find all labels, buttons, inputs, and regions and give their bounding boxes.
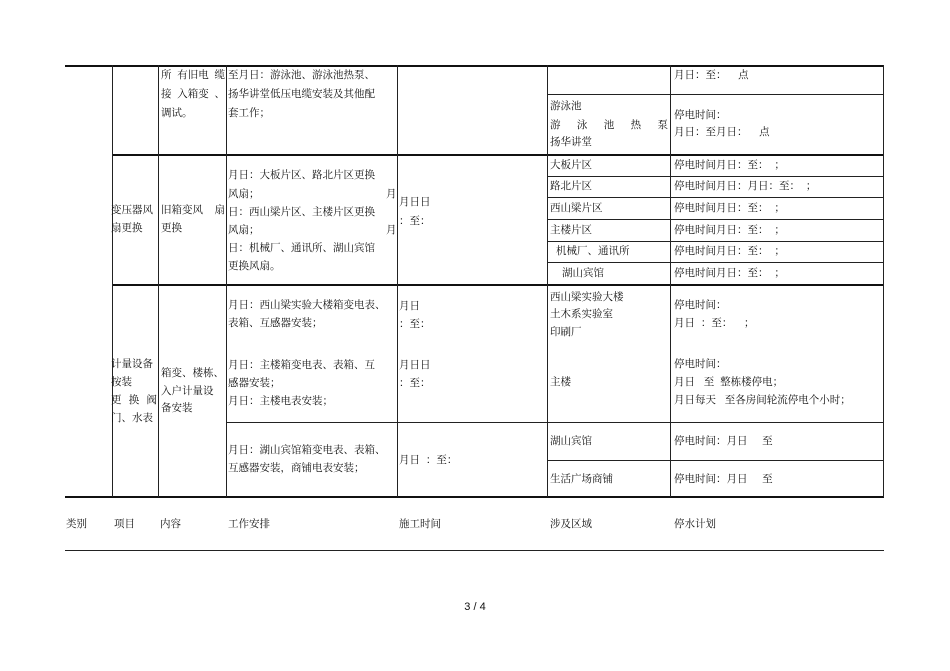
area-cell: 西山梁实验大楼 — [550, 291, 624, 303]
outage-cell: 月日：至： 点 — [674, 69, 749, 81]
outage-cell: 月日每天 至各房间轮流停电个小时； — [674, 394, 851, 406]
item-word: 扇 — [214, 204, 225, 216]
content-cell-line: 调试。 — [161, 107, 193, 119]
header-content: 内容 — [160, 518, 181, 530]
area-cell: 主楼 — [550, 376, 571, 388]
outage-cell: 停电时间月日：至： ； — [674, 159, 785, 171]
area-cell: 印刷厂 — [550, 326, 582, 338]
month-marker: 月 — [386, 224, 397, 236]
category-line: 门、水表 — [111, 412, 153, 424]
arrangement-line: 风扇； — [228, 188, 260, 200]
content-word: 入箱变 — [177, 88, 209, 100]
category-char: 阀 — [146, 394, 157, 406]
column-rule — [226, 65, 227, 497]
content-word: 有旧电 — [177, 69, 209, 81]
outage-cell: 停电时间：月日 至 — [674, 473, 773, 485]
time-cell: 月日 ：至： — [399, 454, 458, 466]
column-rule — [883, 65, 884, 497]
area-cell: 大板片区 — [550, 159, 592, 171]
column-rule — [112, 65, 113, 497]
header-top-rule — [65, 496, 884, 498]
outage-cell: 停电时间月日：至： ； — [674, 202, 785, 214]
area-cell: 游泳池 — [550, 100, 582, 112]
arrangement-line: 感器安装； — [228, 377, 281, 389]
arrangement-line: 表箱、互感器安装； — [228, 317, 323, 329]
row-rule — [547, 197, 884, 198]
area-char: 游 — [550, 119, 561, 131]
header-time: 施工时间 — [399, 518, 441, 530]
area-cell: 西山梁片区 — [550, 202, 603, 214]
content-word: 所 — [161, 69, 172, 81]
content-word: 接 — [161, 88, 172, 100]
outage-cell: 停电时间月日：至： ； — [674, 224, 785, 236]
header-area: 涉及区域 — [550, 518, 592, 530]
outage-cell: 月日 ：至： ； — [674, 317, 755, 329]
header-outage: 停水计划 — [674, 518, 716, 530]
page-number: 3 / 4 — [464, 601, 486, 613]
area-char: 泳 — [576, 119, 588, 131]
arrangement-line: 月日：主楼电表安装； — [228, 395, 333, 407]
arrangement-line: 月日：湖山宾馆箱变电表、表箱、 — [228, 444, 386, 456]
area-char: 热 — [630, 119, 642, 131]
time-cell: ：至： — [399, 318, 431, 330]
area-char: 池 — [603, 119, 615, 131]
arrangement-line: 套工作； — [228, 107, 270, 119]
time-cell: 月日 — [399, 300, 420, 312]
content-cell-line — [161, 85, 225, 104]
header-arrangement: 工作安排 — [228, 518, 270, 530]
row-rule — [547, 219, 884, 220]
item-word: 旧箱变风 — [161, 204, 203, 216]
row-rule — [547, 94, 884, 95]
item-cell-line: 更换 — [161, 222, 182, 234]
arrangement-line: 至月日：游泳池、游泳池热泵、 — [228, 69, 375, 81]
item-cell-line: 入户计量设 — [161, 385, 214, 397]
arrangement-line: 风扇； — [228, 224, 260, 236]
arrangement-line: 月日：主楼箱变电表、表箱、互 — [228, 359, 375, 371]
area-cell: 路北片区 — [550, 180, 592, 192]
row-rule — [547, 460, 884, 461]
area-char: 泵 — [657, 119, 668, 131]
area-cell: 主楼片区 — [550, 224, 592, 236]
category-line: 扇更换 — [111, 222, 143, 234]
time-cell: 月日日 — [399, 359, 431, 371]
item-cell-line: 箱变、楼栋、 — [161, 367, 224, 379]
arrangement-line: 更换风扇。 — [228, 260, 281, 272]
header-item: 项目 — [114, 518, 135, 530]
category-line: 按装 — [111, 376, 132, 388]
arrangement-line: 互感器安装，商铺电表安装； — [228, 462, 365, 474]
area-cell: 湖山宾馆 — [550, 435, 592, 447]
category-line: 变压器风 — [111, 204, 153, 216]
outage-cell: 停电时间： — [674, 109, 727, 121]
area-cell: 湖山宾馆 — [562, 267, 604, 279]
category-char: 更 — [111, 394, 122, 406]
column-rule — [397, 65, 398, 497]
arrangement-line: 月日：西山梁实验大楼箱变电表、 — [228, 299, 386, 311]
item-cell-line: 备安装 — [161, 402, 193, 414]
column-rule — [670, 65, 671, 497]
arrangement-line: 月日：大板片区、路北片区更换 — [228, 169, 375, 181]
header-category: 类别 — [66, 518, 87, 530]
content-word: 、 — [214, 88, 225, 100]
group-rule — [112, 284, 884, 286]
outage-cell: 停电时间：月日 至 — [674, 435, 773, 447]
month-marker: 月 — [386, 188, 397, 200]
outage-cell: 停电时间月日：至： ； — [674, 267, 785, 279]
row-rule — [547, 262, 884, 263]
content-cell-line — [161, 66, 225, 85]
arrangement-line: 日：西山梁片区、主楼片区更换 — [228, 206, 375, 218]
outage-cell: 月日：至月日： 点 — [674, 126, 770, 138]
table-bottom-rule — [65, 550, 884, 551]
column-rule — [547, 65, 548, 497]
content-word: 缆 — [214, 69, 225, 81]
item-cell-line — [161, 201, 225, 220]
category-line: 计量设备 — [111, 358, 153, 370]
time-cell: ：至： — [399, 377, 431, 389]
arrangement-line: 扬华讲堂低压电缆安装及其他配 — [228, 88, 375, 100]
area-cell: 机械厂、通讯所 — [556, 245, 630, 257]
outage-cell: 停电时间： — [674, 299, 727, 311]
area-cell: 生活广场商铺 — [550, 473, 613, 485]
outage-cell: 停电时间月日：至： ； — [674, 245, 785, 257]
column-rule — [158, 65, 159, 497]
outage-cell: 停电时间月日：月日：至： ； — [674, 180, 817, 192]
category-line — [111, 391, 157, 410]
time-cell: ：至： — [399, 215, 431, 227]
area-cell: 土木系实验室 — [550, 308, 613, 320]
category-char: 换 — [128, 394, 140, 406]
row-rule — [226, 422, 884, 423]
arrangement-line: 日：机械厂、通讯所、湖山宾馆 — [228, 242, 375, 254]
time-cell: 月日日 — [399, 196, 431, 208]
outage-cell: 停电时间： — [674, 358, 727, 370]
outage-cell: 月日 至 整栋楼停电； — [674, 376, 784, 388]
area-cell: 扬华讲堂 — [550, 136, 592, 148]
